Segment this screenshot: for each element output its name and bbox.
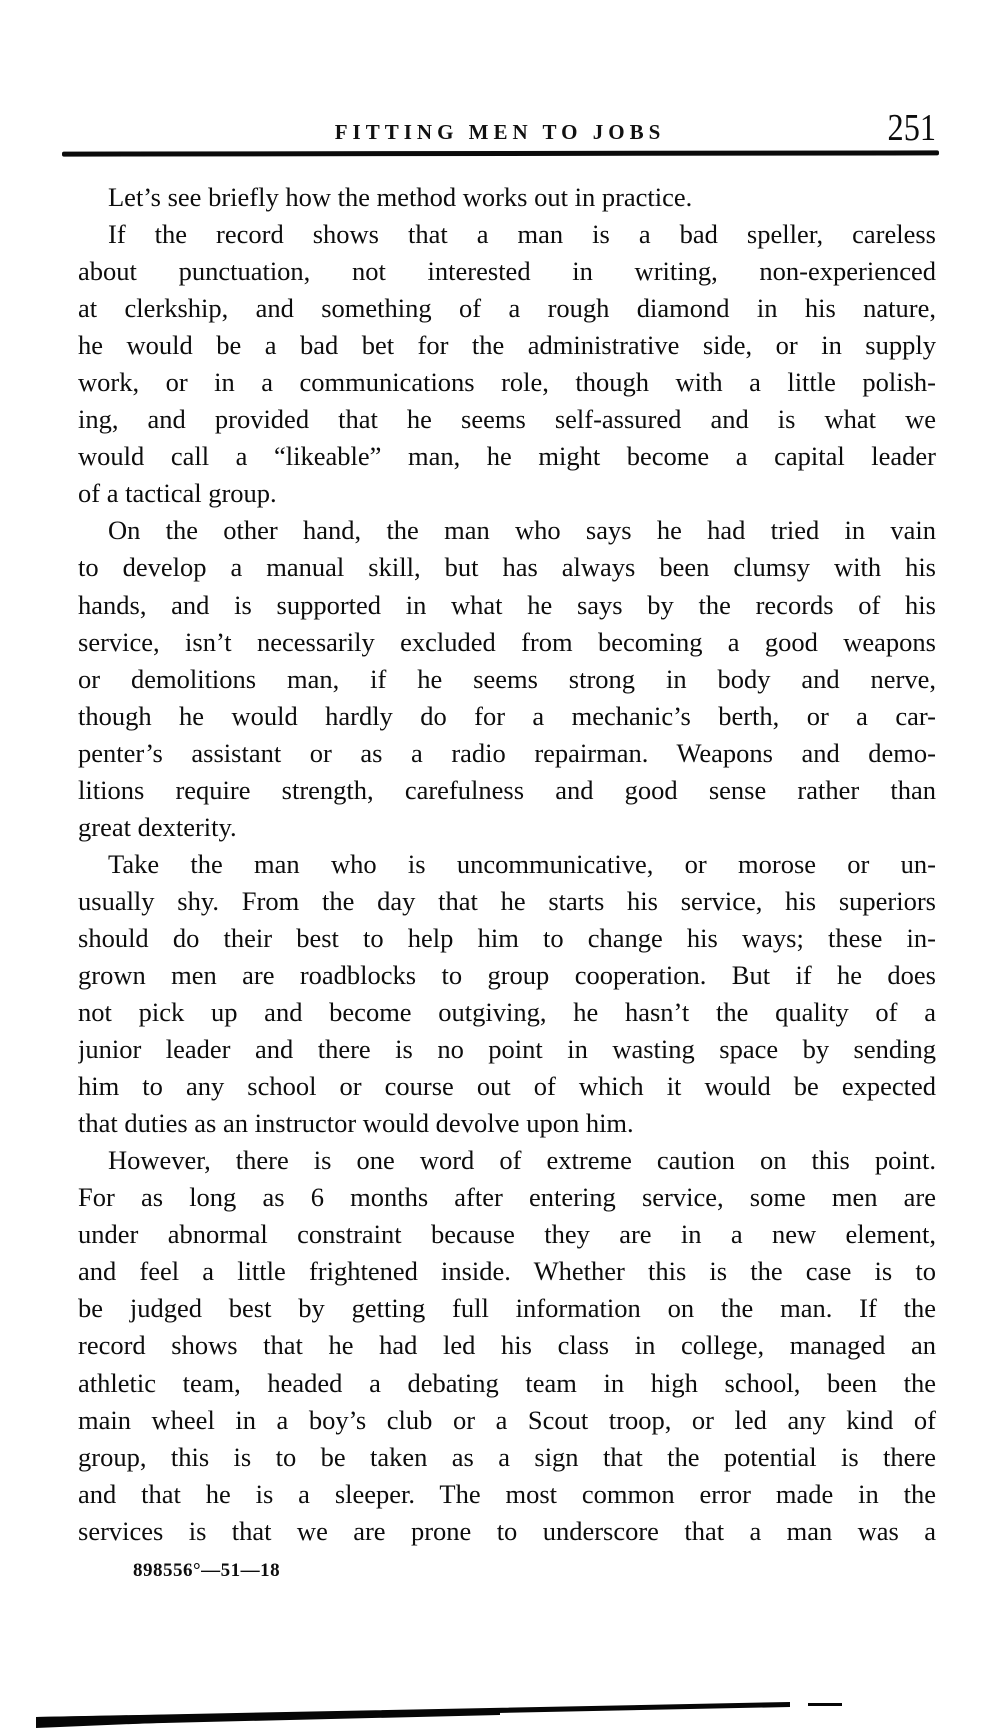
paragraph xyxy=(78,846,936,1142)
text-line: or demolitions man, if he seems strong in body and nerve, xyxy=(78,663,936,694)
text-line: group, this is to be taken as a sign that the potential is there xyxy=(78,1441,936,1472)
text-line: work, or in a communications role, though with a little polish- xyxy=(78,367,936,398)
page-number: 251 xyxy=(887,107,936,149)
text-line: litions require strength, carefulness and good sense rather than xyxy=(78,774,936,805)
text-line: would call a “likeable” man, he might become a capital leader xyxy=(78,441,936,472)
running-title: FITTING MEN TO JOBS xyxy=(334,120,666,144)
text-line: him to any school or course out of which it would be expected xyxy=(78,1071,936,1102)
text-line: penter’s assistant or as a radio repairman. Weapons and demo- xyxy=(78,737,936,768)
header-rule xyxy=(62,150,939,156)
text-line: not pick up and become outgiving, he hasn’t the quality of a xyxy=(78,997,936,1028)
text-line: though he would hardly do for a mechanic’s berth, or a car- xyxy=(78,700,936,731)
page-header xyxy=(62,106,938,154)
text-line: service, isn’t necessarily excluded from becoming a good weapons xyxy=(78,626,936,657)
text-line: under abnormal constraint because they are in a new element, xyxy=(78,1219,936,1250)
paragraph xyxy=(78,512,936,845)
text-line: that duties as an instructor would devolve upon him. xyxy=(78,1108,634,1139)
text-line: he would be a bad bet for the administrative side, or in supply xyxy=(78,330,936,361)
text-line: On the other hand, the man who says he had tried in vain xyxy=(108,515,936,546)
text-line: services is that we are prone to underscore that a man was a xyxy=(78,1515,936,1546)
text-line: Take the man who is uncommunicative, or morose or un- xyxy=(108,848,936,879)
text-line: and feel a little frightened inside. Whether this is the case is to xyxy=(78,1256,936,1287)
text-line: ing, and provided that he seems self-assured and is what we xyxy=(78,404,936,435)
text-line: record shows that he had led his class in college, managed an xyxy=(78,1330,936,1361)
text-line: at clerkship, and something of a rough diamond in his nature, xyxy=(78,293,936,324)
text-line: athletic team, headed a debating team in high school, been the xyxy=(78,1367,936,1398)
text-line: and that he is a sleeper. The most common error made in the xyxy=(78,1478,936,1509)
paragraph xyxy=(78,216,936,512)
text-line: If the record shows that a man is a bad speller, careless xyxy=(108,219,936,250)
text-line: of a tactical group. xyxy=(78,478,277,509)
paragraph xyxy=(78,1142,936,1550)
body-text xyxy=(78,179,936,1550)
text-line: main wheel in a boy’s club or a Scout troop, or led any kind of xyxy=(78,1404,936,1435)
text-line: junior leader and there is no point in wasting space by sending xyxy=(78,1034,936,1065)
text-line: grown men are roadblocks to group cooperation. But if he does xyxy=(78,959,936,990)
text-line: Let’s see briefly how the method works out in practice. xyxy=(108,182,693,212)
printer-code: 898556°—51—18 xyxy=(133,1560,281,1581)
text-line: For as long as 6 months after entering service, some men are xyxy=(78,1182,936,1213)
paragraph xyxy=(78,179,936,216)
text-line: However, there is one word of extreme caution on this point. xyxy=(108,1145,936,1176)
text-line: to develop a manual skill, but has always been clumsy with his xyxy=(78,552,936,583)
text-line: should do their best to help him to change his ways; these in- xyxy=(78,922,936,953)
text-line: be judged best by getting full information on the man. If the xyxy=(78,1293,936,1324)
text-line: usually shy. From the day that he starts his service, his superiors xyxy=(78,885,936,916)
text-line: great dexterity. xyxy=(78,811,237,842)
text-line: about punctuation, not interested in writing, non-experienced xyxy=(78,256,936,287)
text-line: hands, and is supported in what he says by the records of his xyxy=(78,589,936,620)
